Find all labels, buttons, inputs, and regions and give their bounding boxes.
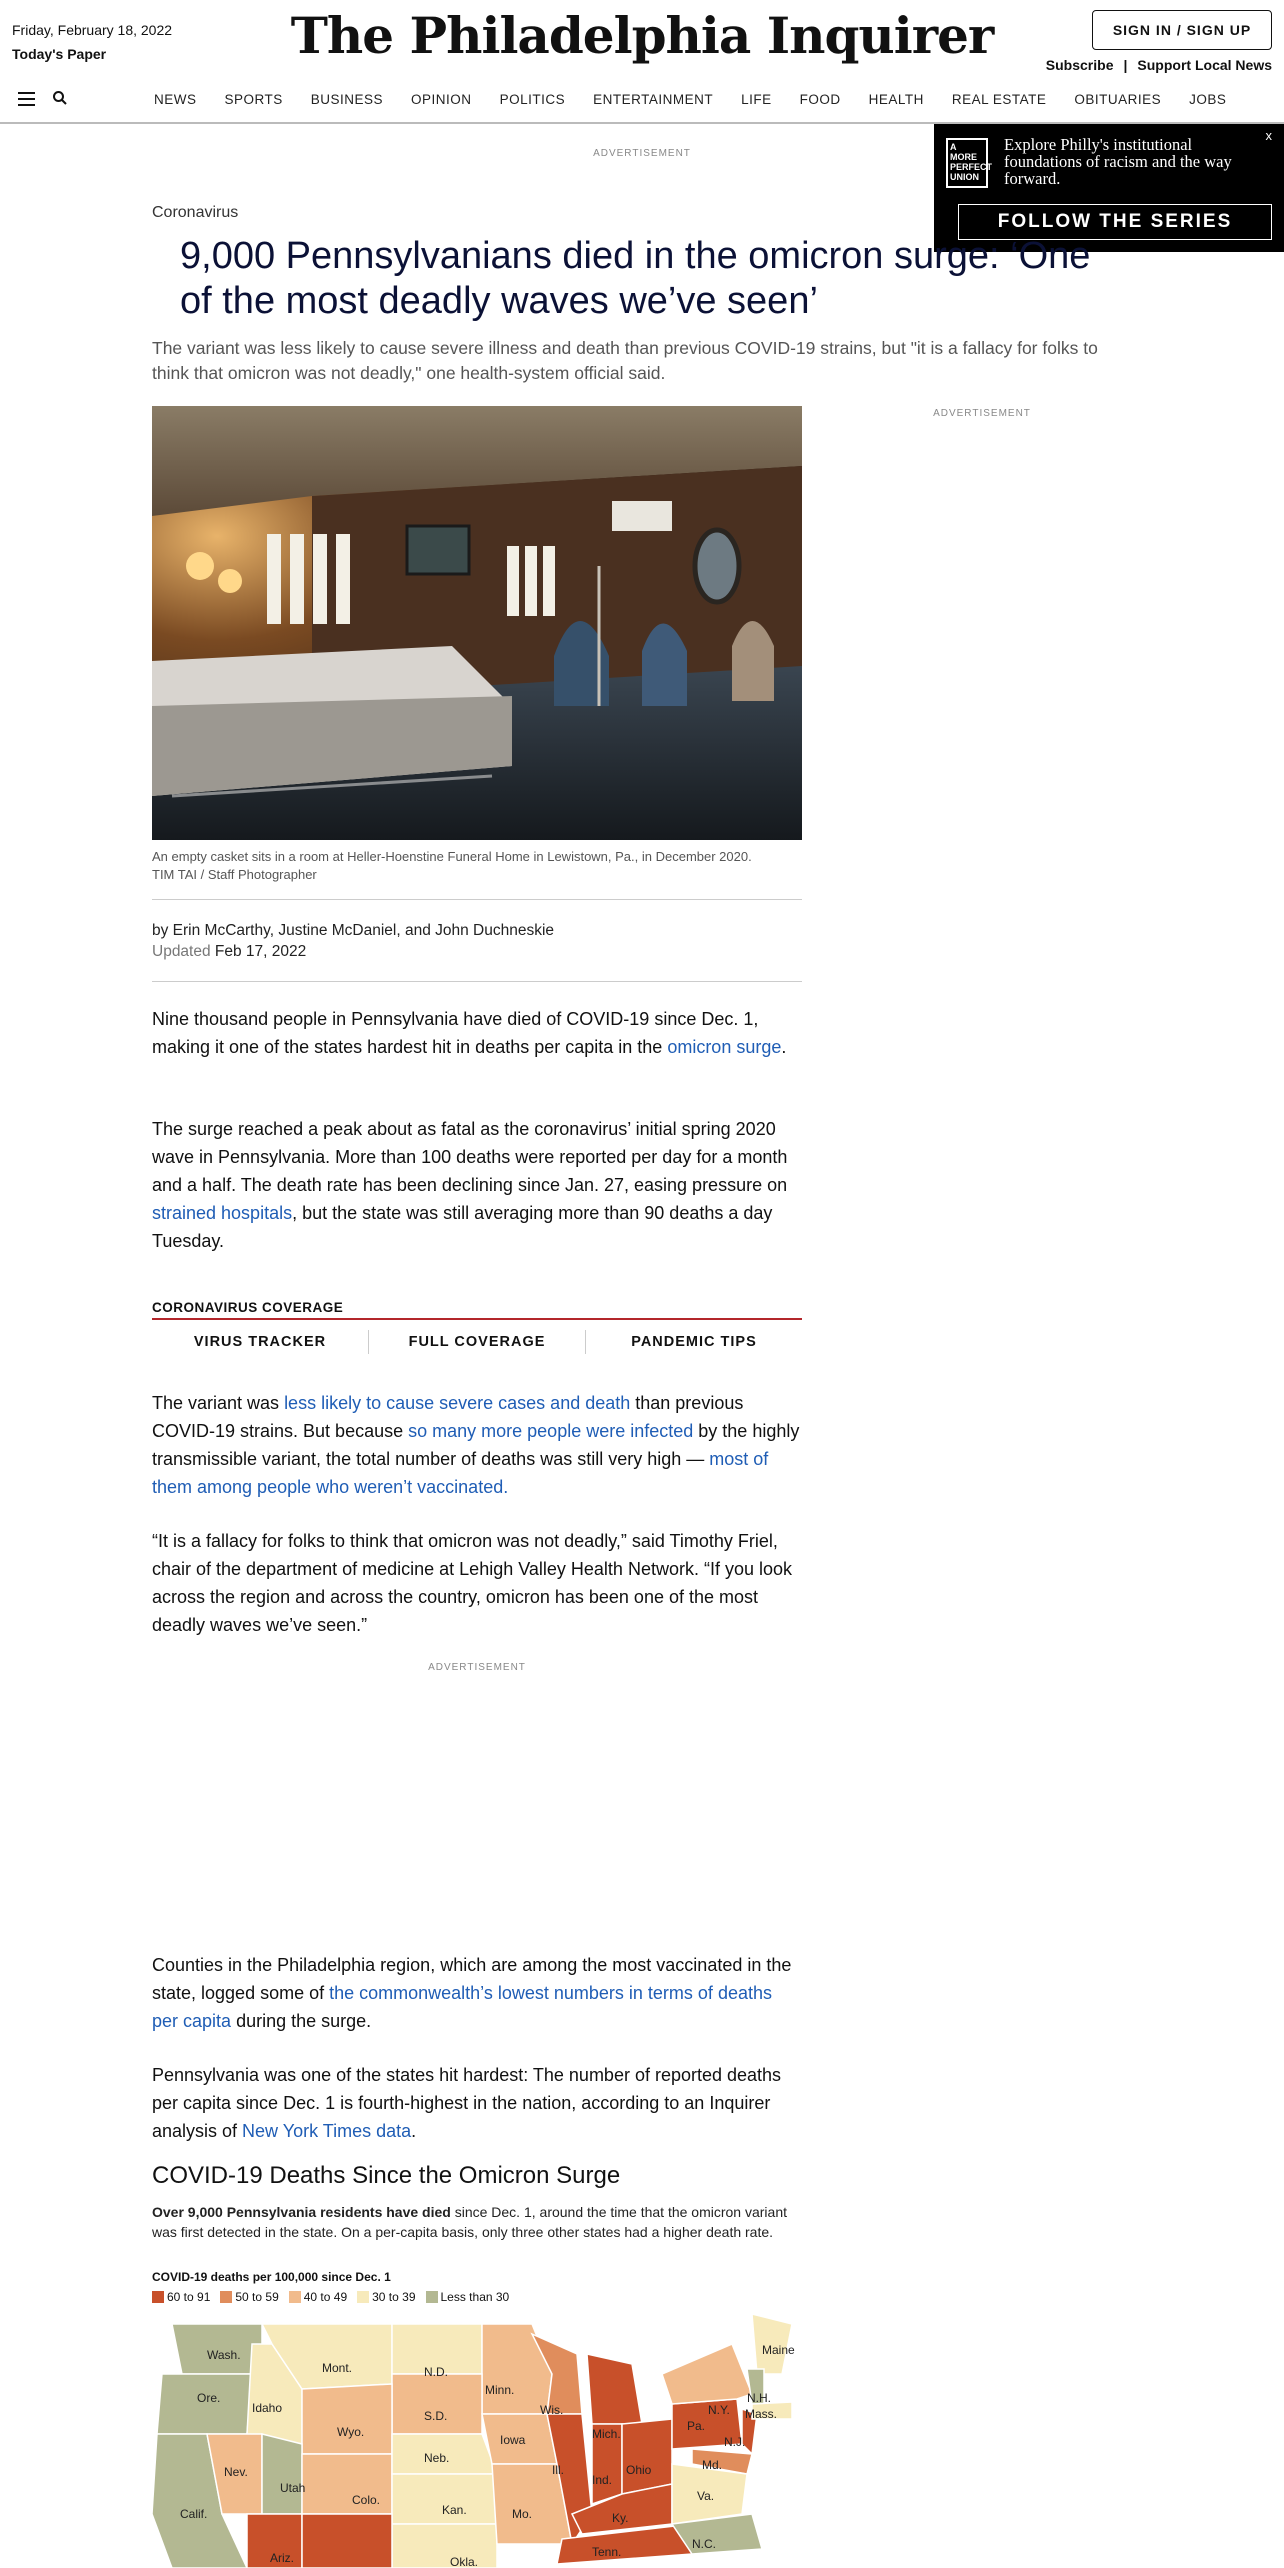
- paragraph-6: [152, 2061, 802, 2145]
- nav-opinion[interactable]: OPINION: [411, 92, 472, 107]
- top-links-separator: |: [1123, 57, 1128, 73]
- graphic-subtitle-bold: Over 9,000 Pennsylvania residents have died: [152, 2204, 451, 2220]
- p5-end: during the surge.: [231, 2011, 372, 2031]
- support-local-news-link[interactable]: Support Local News: [1137, 57, 1272, 73]
- p3-text-2: than previous COVID-19 strains. But because: [152, 1393, 744, 1441]
- map-label: Kan.: [442, 2503, 467, 2517]
- nav-life[interactable]: LIFE: [741, 92, 772, 107]
- map-label: Mo.: [512, 2507, 533, 2521]
- unvaccinated-link[interactable]: most of them among people who weren’t vaccinated.: [152, 1449, 769, 1497]
- legend-swatch: [220, 2291, 232, 2303]
- state-okla: [392, 2524, 497, 2568]
- map-label: Wis.: [540, 2403, 564, 2417]
- updated-date: Feb 17, 2022: [214, 943, 307, 960]
- state-sd: [392, 2374, 482, 2434]
- photo-credit: TIM TAI / Staff Photographer: [152, 867, 317, 882]
- legend-item: [220, 2290, 278, 2304]
- menu-icon[interactable]: [18, 92, 35, 106]
- current-date: Friday, February 18, 2022: [12, 22, 173, 38]
- legend-label: 50 to 59: [235, 2290, 279, 2304]
- search-icon[interactable]: [52, 90, 68, 106]
- graphic-subtitle: [152, 2202, 802, 2242]
- map-label: N.D.: [424, 2365, 448, 2379]
- map-label: N.Y.: [708, 2403, 730, 2417]
- map-label: Minn.: [485, 2383, 515, 2397]
- map-label: Ill.: [552, 2463, 564, 2477]
- map-label: Colo.: [352, 2493, 381, 2507]
- map-label: Idaho: [252, 2401, 283, 2415]
- caption-text: An empty casket sits in a room at Heller-Hoenstine Funeral Home in Lewistown, Pa., in December 2020.: [152, 849, 752, 864]
- map-label: Mont.: [322, 2361, 353, 2375]
- state-ohio: [622, 2419, 672, 2494]
- legend-label: Less than 30: [440, 2290, 510, 2304]
- paragraph-5: [152, 1951, 802, 2035]
- map-label: Ore.: [197, 2391, 221, 2405]
- map-label: Nev.: [224, 2465, 248, 2479]
- section-kicker[interactable]: Coronavirus: [152, 204, 239, 221]
- nav-politics[interactable]: POLITICS: [499, 92, 566, 107]
- less-likely-link[interactable]: less likely to cause severe cases and death: [284, 1393, 631, 1413]
- p6-end: .: [411, 2121, 417, 2141]
- site-logo[interactable]: The Philadelphia Inquirer: [290, 6, 994, 65]
- paragraph-4: “It is a fallacy for folks to think that omicron was not deadly,” said Timothy Friel, chair of the department of medicine at Lehigh Valley Health Network. “If you look across the region and across the country, omicron has been one of the most deadly waves we’ve seen.”: [152, 1531, 793, 1635]
- todays-paper-link[interactable]: Today's Paper: [12, 46, 107, 62]
- article-headline: 9,000 Pennsylvanians died in the omicron surge: ‘One of the most deadly waves we’ve seen’: [180, 235, 1091, 322]
- promo-text: Explore Philly's institutional foundations of racism and the way forward.: [1004, 135, 1232, 188]
- coverage-tabs: [152, 1330, 802, 1354]
- legend-item: [289, 2290, 347, 2304]
- state-ny: [662, 2344, 752, 2404]
- graphic-title: COVID-19 Deaths Since the Omicron Surge: [152, 2162, 621, 2189]
- state-utah: [262, 2434, 302, 2514]
- lowest-numbers-link[interactable]: the commonwealth’s lowest numbers in terms of deaths per capita: [152, 1983, 772, 2031]
- map-legend: [152, 2290, 509, 2304]
- map-label: Wash.: [207, 2348, 241, 2362]
- us-covid-deaths-map: [152, 2314, 802, 2568]
- map-label: N.H.: [747, 2391, 771, 2405]
- map-label: Iowa: [500, 2433, 526, 2447]
- paragraph-1: [152, 1005, 802, 1061]
- legend-title: COVID-19 deaths per 100,000 since Dec. 1: [152, 2270, 391, 2284]
- lead-photo-funeral-home: [152, 406, 802, 840]
- nav-sports[interactable]: SPORTS: [224, 92, 283, 107]
- legend-swatch: [426, 2291, 438, 2303]
- map-label: Okla.: [450, 2555, 479, 2568]
- follow-series-button[interactable]: FOLLOW THE SERIES: [958, 204, 1272, 240]
- nyt-data-link[interactable]: New York Times data: [242, 2121, 412, 2141]
- strained-hospitals-link[interactable]: strained hospitals: [152, 1203, 293, 1223]
- inline-advertisement-label: ADVERTISEMENT: [428, 1662, 526, 1673]
- advertisement-label: ADVERTISEMENT: [593, 148, 691, 159]
- nav-obituaries[interactable]: OBITUARIES: [1074, 92, 1162, 107]
- state-nm: [302, 2514, 392, 2568]
- nav-business[interactable]: BUSINESS: [310, 92, 384, 107]
- series-promo-ad[interactable]: [934, 124, 1284, 252]
- legend-swatch: [152, 2291, 164, 2303]
- sign-in-button[interactable]: SIGN IN / SIGN UP: [1092, 10, 1272, 50]
- tab-full-coverage[interactable]: FULL COVERAGE: [368, 1330, 585, 1354]
- paragraph-2: [152, 1115, 802, 1255]
- map-label: Mass.: [745, 2407, 778, 2421]
- p1-text: Nine thousand people in Pennsylvania have died of COVID-19 since Dec. 1, making it one of the states hardest hit in deaths per capita in the: [152, 1009, 759, 1057]
- nav-jobs[interactable]: JOBS: [1189, 92, 1227, 107]
- a-more-perfect-union-logo: A MORE PERFECT UNION: [946, 138, 988, 188]
- p6-text: Pennsylvania was one of the states hit hardest: The number of reported deaths per capita since Dec. 1 is fourth-highest in the nation, according to an Inquirer analysis of: [152, 2065, 782, 2141]
- map-label: Mich.: [592, 2427, 621, 2441]
- sidebar-advertisement-label: ADVERTISEMENT: [933, 408, 1031, 419]
- map-label: Wyo.: [337, 2425, 365, 2439]
- state-mich: [587, 2354, 642, 2424]
- graphic-subtitle-rest: since Dec. 1, around the time that the omicron variant was first detected in the state. On a per-capita basis, only three other states had a higher death rate.: [152, 2204, 787, 2240]
- p3-text-3: by the highly transmissible variant, the total number of deaths was still very high —: [152, 1421, 800, 1469]
- tab-virus-tracker[interactable]: VIRUS TRACKER: [193, 1334, 327, 1350]
- legend-swatch: [289, 2291, 301, 2303]
- nav-health[interactable]: HEALTH: [868, 92, 924, 107]
- section-nav: [154, 92, 1254, 107]
- nav-food[interactable]: FOOD: [799, 92, 841, 107]
- map-label: S.D.: [424, 2409, 448, 2423]
- p2-text: The surge reached a peak about as fatal as the coronavirus’ initial spring 2020 wave in Pennsylvania. More than 100 deaths were reported per day for a month and a half. The death rate has been declining since Jan. 27, easing pressure on: [152, 1119, 788, 1195]
- state-wyo: [302, 2384, 392, 2454]
- article-dek: The variant was less likely to cause severe illness and death than previous COVID-19 strains, but "it is a fallacy for folks to think that omicron was not deadly," one health-system official said.: [152, 338, 1098, 383]
- p5-text: Counties in the Philadelphia region, which are among the most vaccinated in the state, logged some of: [152, 1955, 792, 2003]
- nav-entertainment[interactable]: ENTERTAINMENT: [593, 92, 714, 107]
- legend-label: 60 to 91: [167, 2290, 211, 2304]
- map-label: Ky.: [612, 2511, 629, 2525]
- tab-pandemic-tips[interactable]: PANDEMIC TIPS: [585, 1330, 802, 1354]
- map-label: Md.: [702, 2458, 723, 2472]
- more-infected-link[interactable]: so many more people were infected: [408, 1421, 694, 1441]
- map-label: Tenn.: [592, 2545, 622, 2559]
- nav-real-estate[interactable]: REAL ESTATE: [951, 92, 1047, 107]
- map-label: Ariz.: [270, 2551, 294, 2565]
- top-links: [1046, 57, 1272, 73]
- map-label: Neb.: [424, 2451, 450, 2465]
- map-label: Pa.: [687, 2419, 706, 2433]
- map-label: Ind.: [592, 2473, 613, 2487]
- subscribe-link[interactable]: Subscribe: [1045, 57, 1114, 73]
- byline-top-divider: [152, 899, 802, 900]
- nav-news[interactable]: NEWS: [154, 92, 197, 107]
- legend-item: [152, 2290, 210, 2304]
- map-label: N.C.: [692, 2537, 716, 2551]
- paragraph-3: [152, 1389, 802, 1501]
- p2-end: , but the state was still averaging more than 90 deaths a day Tuesday.: [152, 1203, 773, 1251]
- byline: [152, 920, 554, 962]
- legend-item: [357, 2290, 415, 2304]
- byline-bottom-divider: [152, 981, 802, 982]
- map-label: Utah: [280, 2481, 306, 2495]
- map-label: N.J.: [724, 2435, 746, 2449]
- legend-label: 40 to 49: [303, 2290, 348, 2304]
- legend-item: [426, 2290, 510, 2304]
- legend-label: 30 to 39: [372, 2290, 416, 2304]
- coverage-heading: CORONAVIRUS COVERAGE: [152, 1300, 802, 1320]
- map-label: Va.: [697, 2489, 715, 2503]
- p3-text: The variant was: [152, 1393, 285, 1413]
- photo-caption: [152, 848, 802, 884]
- close-icon[interactable]: x: [1265, 128, 1272, 143]
- updated-label: Updated: [152, 943, 211, 960]
- map-label: Ohio: [626, 2463, 652, 2477]
- omicron-surge-link[interactable]: omicron surge: [667, 1037, 782, 1057]
- map-label: Maine: [762, 2343, 795, 2357]
- map-label: Calif.: [180, 2507, 208, 2521]
- byline-authors[interactable]: by Erin McCarthy, Justine McDaniel, and John Duchneskie: [152, 922, 555, 939]
- p1-end: .: [781, 1037, 787, 1057]
- legend-swatch: [357, 2291, 369, 2303]
